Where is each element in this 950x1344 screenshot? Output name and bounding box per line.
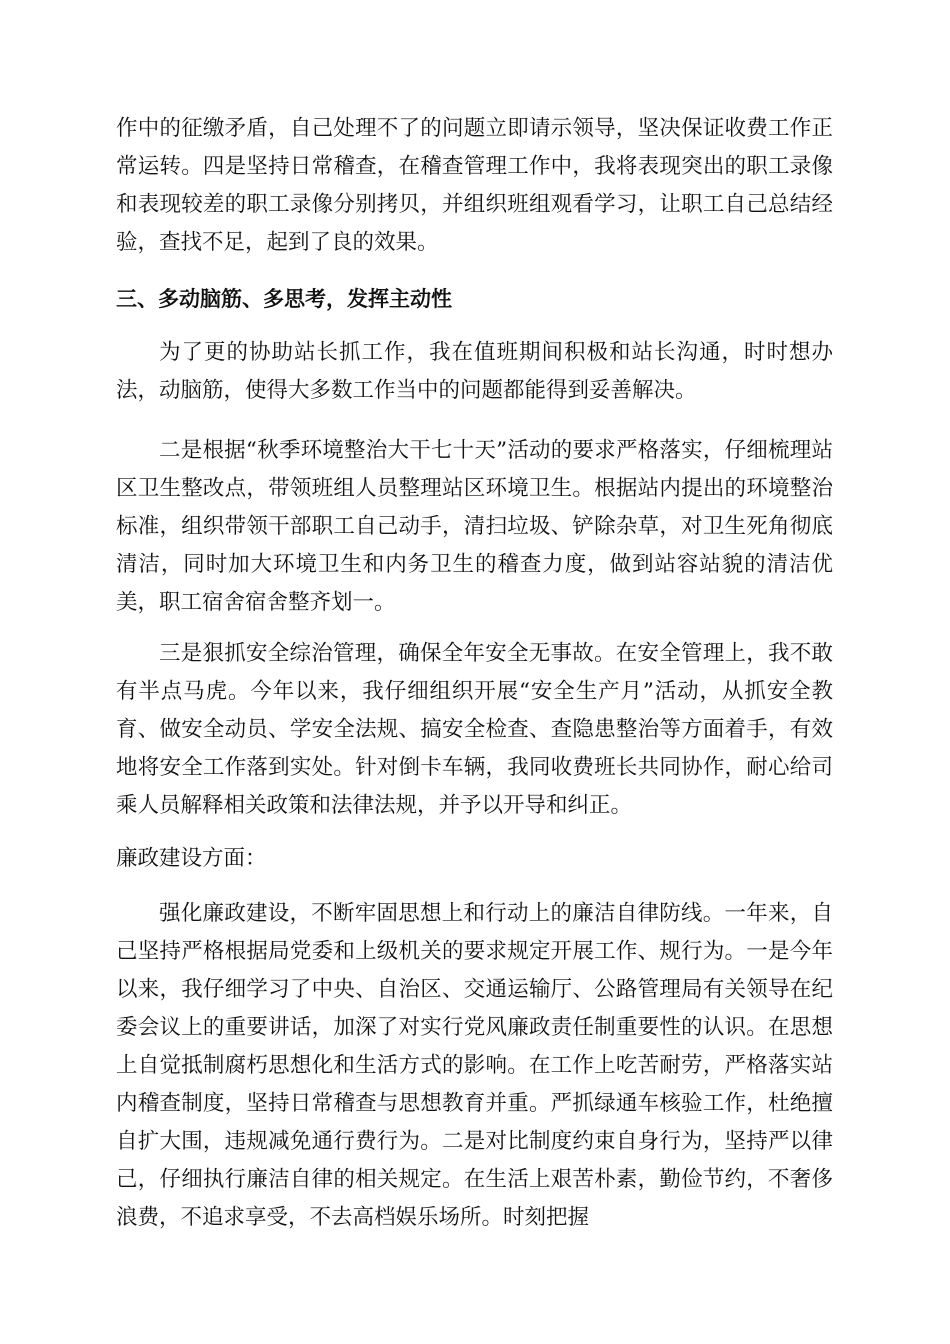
paragraph-safety: 三是狠抓安全综治管理，确保全年安全无事故。在安全管理上，我不敢有半点马虎。今年以来，我仔细组织开展“安全生产月”活动，从抓安全教育、做安全动员、学安全法规、搞安全检查、查隐患整治等方面着手，有效地将安全工作落到实处。针对倒卡车辆，我同收费班长共同协作，耐心给司乘人员解释相关政策和法律法规，并予以开导和纠正。: [116, 641, 833, 818]
paragraph-continuation: 作中的征缴矛盾，自己处理不了的问题立即请示领导，坚决保证收费工作正常运转。四是坚持日常稽查，在稽查管理工作中，我将表现突出的职工录像和表现较差的职工录像分别拷贝，并组织班组观看学习，让职工自己总结经验，查找不足，起到了良的效果。: [116, 116, 833, 255]
paragraph-integrity: 强化廉政建设，不断牢固思想上和行动上的廉洁自律防线。一年来，自己坚持严格根据局党委和上级机关的要求规定开展工作、规行为。一是今年以来，我仔细学习了中央、自治区、交通运输厅、公路管理局有关领导在纪委会议上的重要讲话，加深了对实行党风廉政责任制重要性的认识。在思想上自觉抵制腐朽思想化和生活方式的影响。在工作上吃苦耐劳，严格落实站内稽查制度，坚持日常稽查与思想教育并重。严抓绿通车核验工作，杜绝擅自扩大围，违规减免通行费行为。二是对比制度约束自身行为，坚持严以律己，仔细执行廉洁自律的相关规定。在生活上艰苦朴素，勤俭节约，不奢侈浪费，不追求享受，不去高档娱乐场所。时刻把握: [116, 901, 833, 1230]
section-heading: 三、多动脑筋、多思考，发挥主动性: [116, 287, 452, 311]
paragraph-initiative: 为了更的协助站长抓工作，我在值班期间积极和站长沟通，时时想办法，动脑筋，使得大多数工作当中的问题都能得到妥善解决。: [116, 340, 833, 403]
subheading-integrity: 廉政建设方面：: [116, 846, 267, 871]
paragraph-environment: 二是根据“秋季环境整治大干七十天”活动的要求严格落实，仔细梳理站区卫生整改点，带领班组人员整理站区环境卫生。根据站内提出的环境整治标准，组织带领干部职工自己动手，清扫垃圾、铲除杂草，对卫生死角彻底清洁，同时加大环境卫生和内务卫生的稽查力度，做到站容站貌的清洁优美，职工宿舍宿舍整齐划一。: [116, 438, 833, 615]
